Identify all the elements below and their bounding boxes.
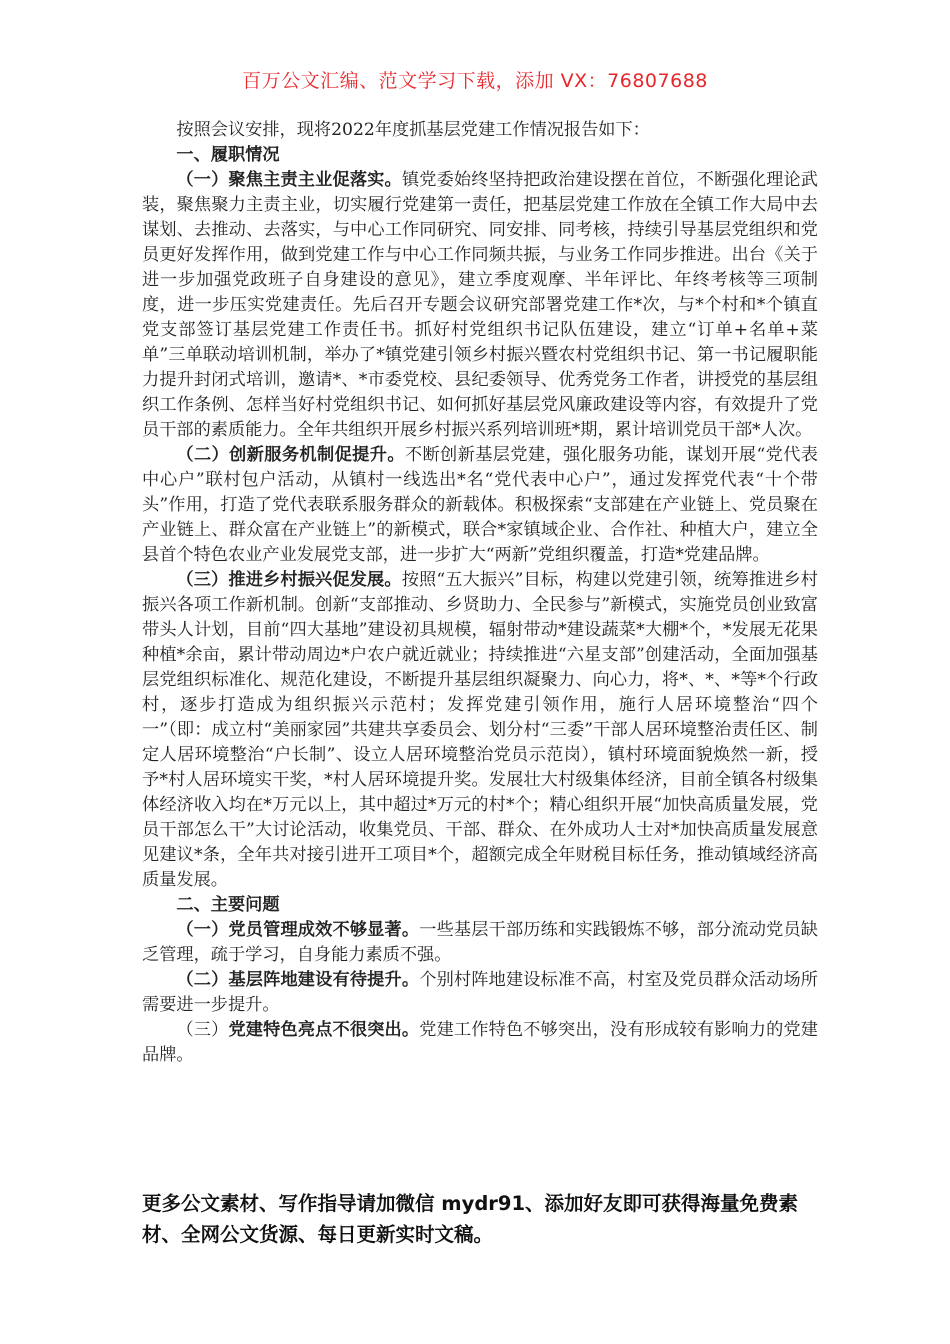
paragraph-lead: 党建特色亮点不很突出。 — [228, 1020, 420, 1040]
paragraph-text: 不断创新基层党建，强化服务功能，谋划开展“党代表中心户”联村包户活动，从镇村一线选出*名“党代表中心户”，通过发挥党代表“十个带头”作用，打造了党代表联系服务群众的新载体。积极探索“支部建在产业链上、党员聚在产业链上、群众富在产业链上”的新模式，联合*家镇域企业、合作社、种植大户，建立全县首个特色农业产业发展党支部，进一步扩大“两新”党组织覆盖，打造*党建品牌。 — [142, 445, 818, 565]
section-heading-performance: 一、履职情况 — [176, 145, 280, 165]
promo-footer: 更多公文素材、写作指导请加微信 mydr91、添加好友即可获得海量免费素材、全网公文货源、每日更新实时文稿。 — [142, 1192, 799, 1246]
paragraph-text: 按照“五大振兴”目标，构建以党建引领，统筹推进乡村振兴各项工作新机制。创新“支部推动、乡贤助力、全民参与”新模式，实施党员创业致富带头人计划，目前“四大基地”建设初具规模，辐射带动*建设蔬菜*大棚*个，*发展无花果种植*余亩，累计带动周边*户农户就近就业；持续推进“六星支部”创建活动，全面加强基层党组织标准化、规范化建设，不断提升基层组织凝聚力、向心力，将*、*、*等*个行政村，逐步打造成为组织振兴示范村；发挥党建引领作用，施行人居环境整治“四个一”（即：成立村“美丽家园”共建共享委员会、划分村“三委”干部人居环境整治责任区、制定人居环境整治“户长制”、设立人居环境整治党员示范岗），镇村环境面貌焕然一新，授予*村人居环境实干奖，*村人居环境提升奖。发展壮大村级集体经济，目前全镇各村级集体经济收入均在*万元以上，其中超过*万元的村*个；精心组织开展“加快高质量发展，党员干部怎么干”大讨论活动，收集党员、干部、群众、在外成功人士对*加快高质量发展意见建议*条，全年共对接引进开工项目*个，超额完成全年财税目标任务，推动镇域经济高质量发展。 — [142, 570, 818, 890]
paragraph-lead: （二）创新服务机制促提升。 — [176, 445, 405, 465]
report-body — [142, 118, 818, 1068]
paragraph-item — [142, 968, 818, 1018]
paragraph-item — [142, 1018, 818, 1068]
paragraph-lead: （一）党员管理成效不够显著。 — [176, 920, 420, 940]
paragraph-lead: （二）基层阵地建设有待提升。 — [176, 970, 420, 990]
paragraph-lead: （一）聚焦主责主业促落实。 — [176, 170, 402, 190]
paragraph-item — [142, 443, 818, 568]
paragraph-text: 镇党委始终坚持把政治建设摆在首位，不断强化理论武装，聚焦聚力主责主业，切实履行党建第一责任，把基层党建工作放在全镇工作大局中去谋划、去推动、去落实，与中心工作同研究、同安排、同考核，持续引导基层党组织和党员更好发挥作用，做到党建工作与中心工作同频共振，与业务工作同步推进。出台《关于进一步加强党政班子自身建设的意见》，建立季度观摩、半年评比、年终考核等三项制度，进一步压实党建责任。先后召开专题会议研究部署党建工作*次，与*个村和*个镇直党支部签订基层党建工作责任书。抓好村党组织书记队伍建设，建立“订单+名单+菜单”三单联动培训机制，举办了*镇党建引领乡村振兴暨农村党组织书记、第一书记履职能力提升封闭式培训，邀请*、*市委党校、县纪委领导、优秀党务工作者，讲授党的基层组织工作条例、怎样当好村党组织书记、如何抓好基层党风廉政建设等内容，有效提升了党员干部的素质能力。全年共组织开展乡村振兴系列培训班*期，累计培训党员干部*人次。 — [142, 170, 818, 440]
intro-paragraph: 按照会议安排，现将2022年度抓基层党建工作情况报告如下： — [176, 120, 650, 140]
paragraph-item — [142, 918, 818, 968]
paragraph-lead: （三）推进乡村振兴促发展。 — [176, 570, 402, 590]
paragraph-prefix: （三） — [176, 1020, 229, 1040]
section-heading-problems: 二、主要问题 — [176, 895, 280, 915]
paragraph-item — [142, 568, 818, 893]
paragraph-text: 一些基层干部历练和实践锻炼不够，部分流动党员缺乏管理，疏于学习，自身能力素质不强。 — [142, 920, 818, 965]
paragraph-item — [142, 168, 818, 443]
promo-banner: 百万公文汇编、范文学习下载，添加 VX：76807688 — [242, 70, 708, 92]
paragraph-text: 个别村阵地建设标准不高，村室及党员群众活动场所需要进一步提升。 — [142, 970, 818, 1015]
paragraph-text: 党建工作特色不够突出，没有形成较有影响力的党建品牌。 — [142, 1020, 818, 1065]
